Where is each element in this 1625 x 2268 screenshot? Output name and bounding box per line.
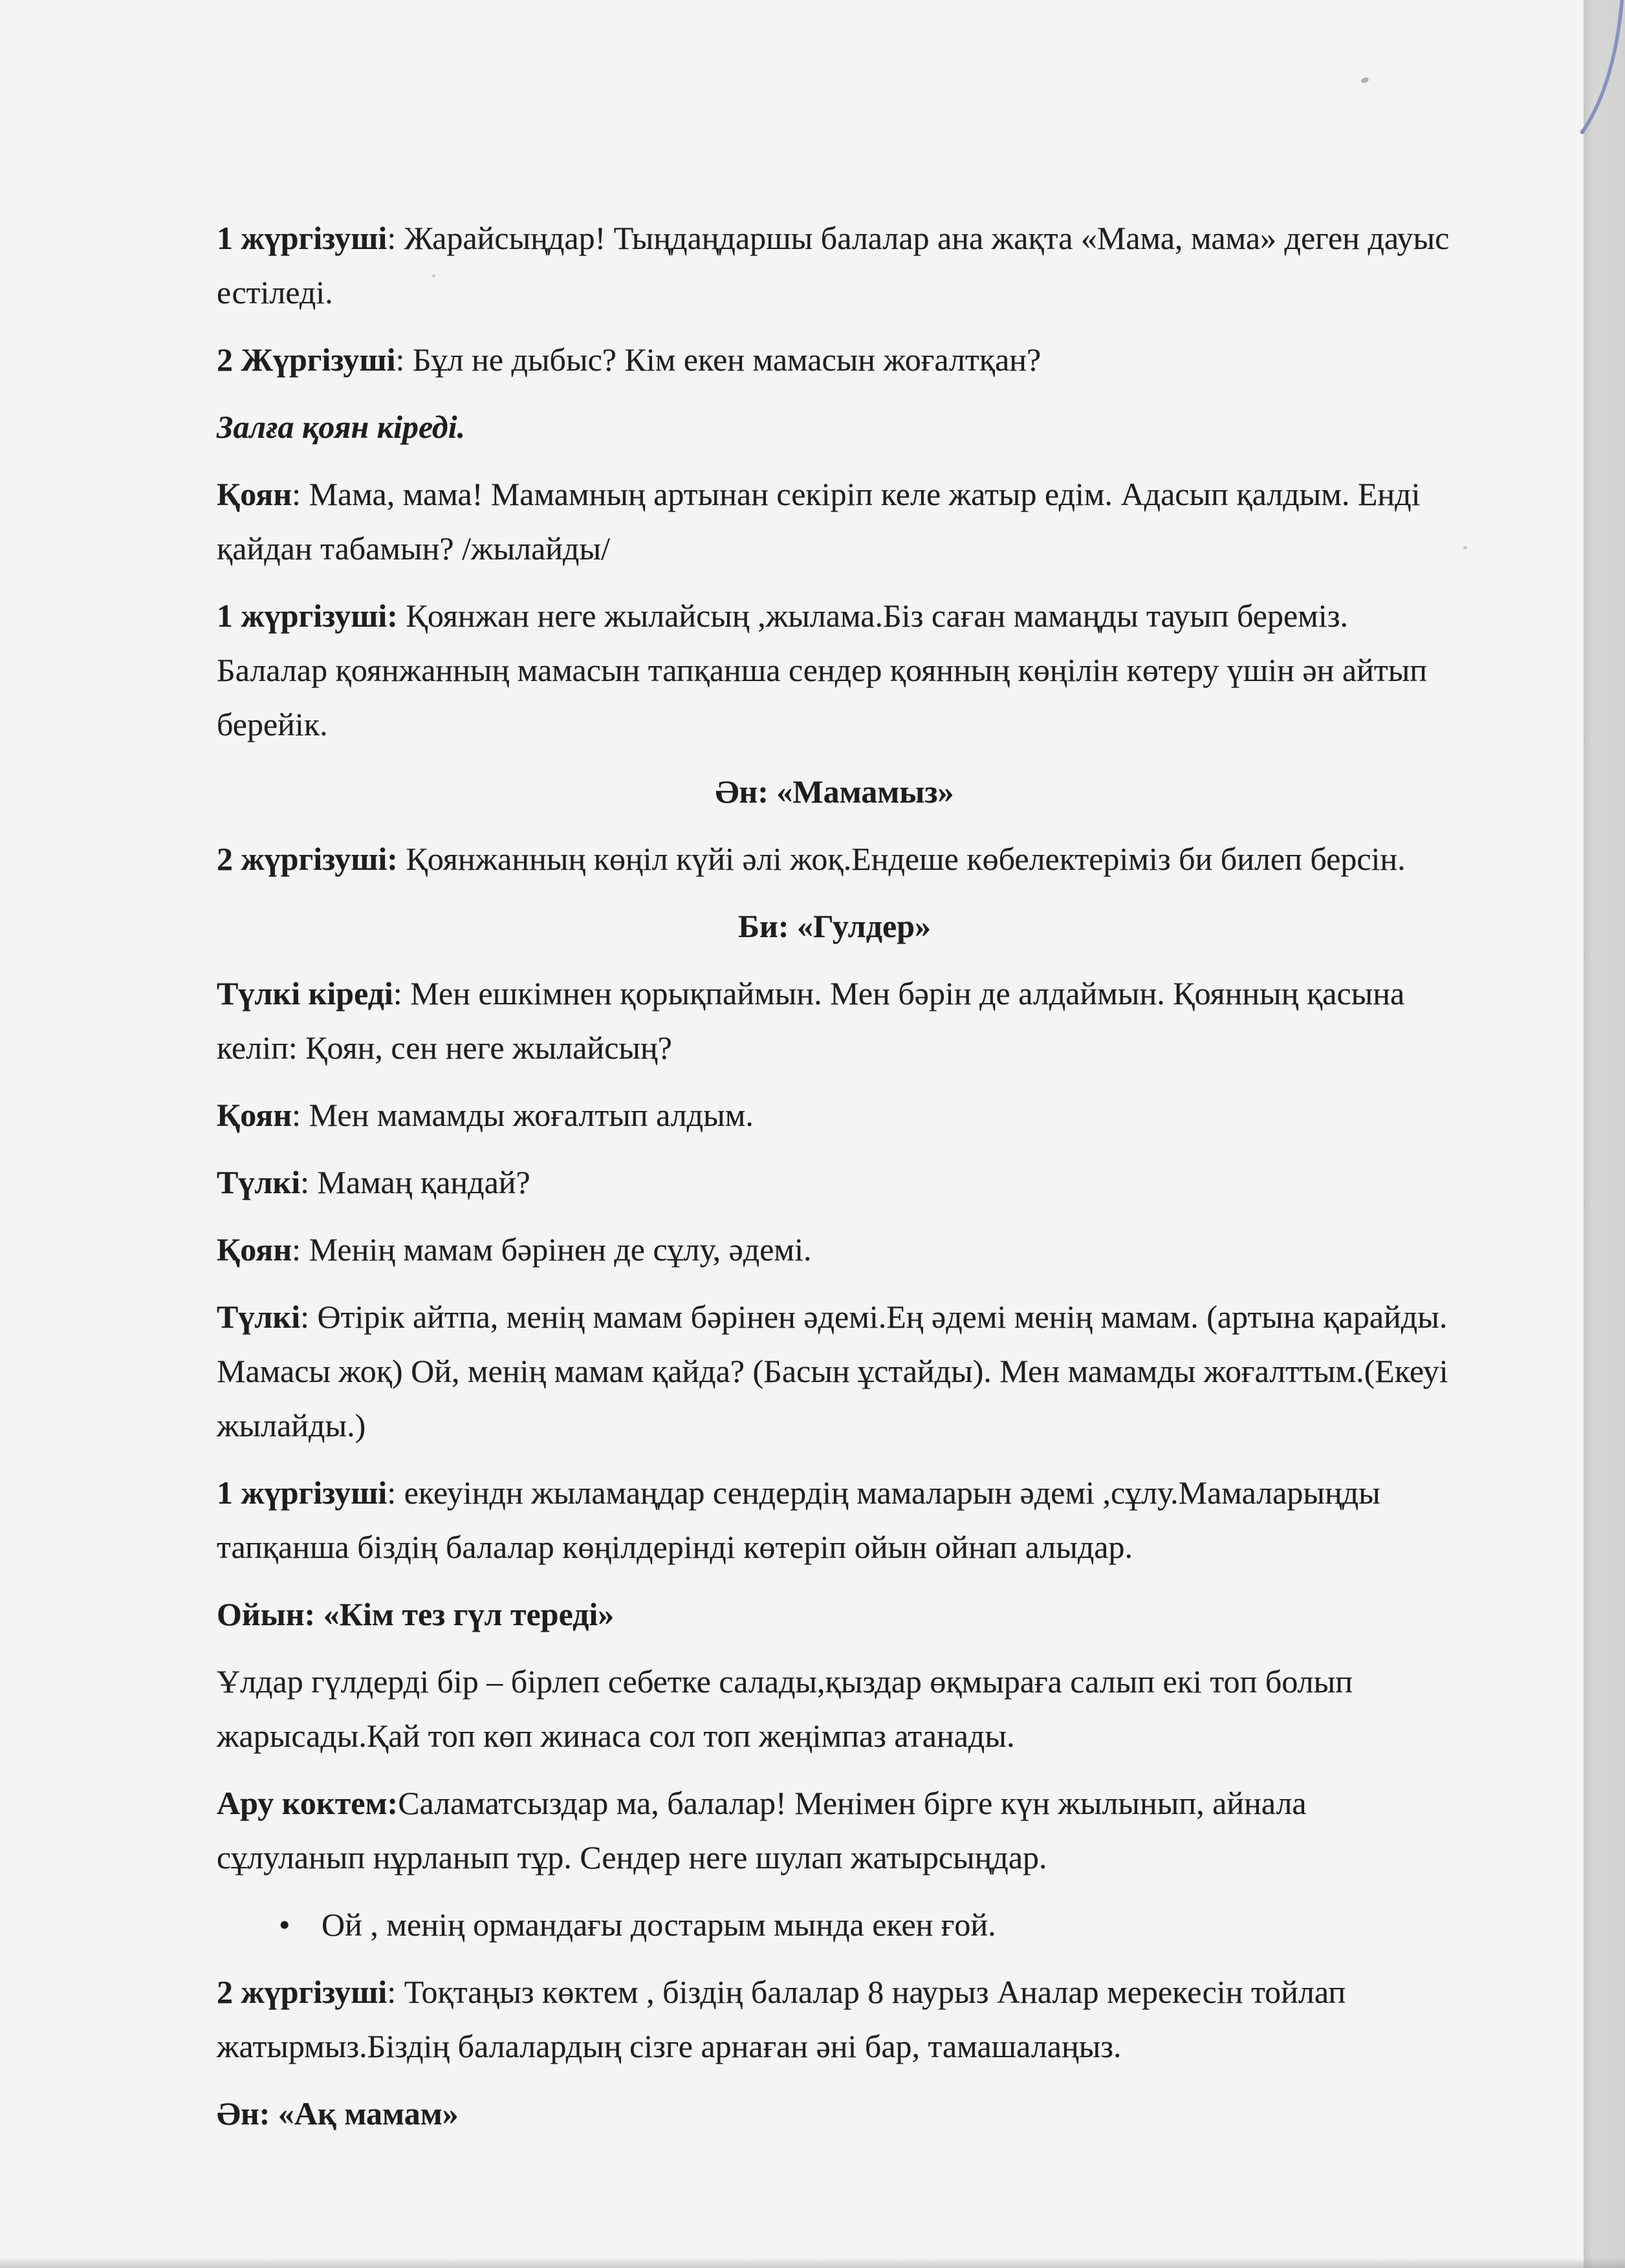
separator: : bbox=[387, 220, 404, 256]
script-paragraph bbox=[217, 966, 1452, 1075]
dialogue-text: Жарайсыңдар! Тыңдаңдаршы балалар ана жақта «Мама, мама» деген дауыс естіледі. bbox=[217, 220, 1450, 310]
speaker-name: 2 жүргізуші bbox=[217, 1974, 387, 2010]
separator: : bbox=[292, 1097, 309, 1133]
song-title-heading bbox=[217, 899, 1452, 953]
speaker-name: Қоян bbox=[217, 1231, 292, 1268]
speaker-name: Түлкі кіреді bbox=[217, 975, 393, 1011]
page-edge-shadow bbox=[1584, 0, 1625, 2268]
script-paragraph bbox=[217, 1155, 1452, 1209]
speaker-name: 1 жүргізуші: bbox=[217, 598, 398, 634]
separator: : bbox=[395, 341, 413, 378]
dialogue-text: екеуіндн жыламаңдар сендердің мамаларын әдемі ,сұлу.Мамаларыңды тапқанша біздің балалар көңілдерінді көтеріп ойын ойнап алыдар. bbox=[217, 1474, 1380, 1565]
script-paragraph bbox=[217, 1088, 1452, 1142]
description-text: Ұлдар гүлдерді бір – бірлеп себетке салады,қыздар өқмыраға салып екі топ болып жарысады.Қай топ көп жинаса сол топ жеңімпаз атанады. bbox=[217, 1663, 1353, 1754]
document-body bbox=[217, 211, 1452, 2154]
separator: : bbox=[292, 476, 309, 512]
dialogue-text: Мен мамамды жоғалтып алдым. bbox=[309, 1097, 754, 1133]
script-paragraph bbox=[217, 589, 1452, 751]
script-paragraph bbox=[217, 1776, 1452, 1885]
script-paragraph bbox=[217, 1222, 1452, 1277]
speaker-name: Түлкі bbox=[217, 1299, 301, 1335]
section-heading bbox=[217, 2086, 1452, 2141]
dialogue-text: Саламатсыздар ма, балалар! Менімен бірге күн жылынып, айнала сұлуланып нұрланып тұр. Сендер неге шулап жатырсыңдар. bbox=[217, 1785, 1307, 1875]
speaker-name: Қоян bbox=[217, 1097, 292, 1133]
dialogue-text: Мама, мама! Мамамның артынан секіріп келе жатыр едім. Адасып қалдым. Енді қайдан табамын? /жылайды/ bbox=[217, 476, 1421, 567]
dialogue-text: Қоянжанның көңіл күйі әлі жоқ.Ендеше көбелектеріміз би билеп берсін. bbox=[406, 841, 1406, 877]
heading-text: Ойын: «Кім тез гүл тереді» bbox=[217, 1596, 615, 1632]
script-paragraph bbox=[217, 1290, 1452, 1453]
speaker-name: 2 жүргізуші: bbox=[217, 841, 398, 877]
bullet-icon: • bbox=[279, 1906, 290, 1943]
heading-text: Би: «Гулдер» bbox=[737, 908, 932, 944]
dialogue-text: Мамаң қандай? bbox=[317, 1164, 530, 1200]
separator bbox=[398, 841, 406, 877]
script-paragraph bbox=[217, 467, 1452, 576]
section-heading bbox=[217, 1587, 1452, 1641]
pen-mark-blot bbox=[1580, 130, 1585, 135]
script-paragraph bbox=[217, 332, 1452, 387]
stage-direction bbox=[217, 400, 1452, 454]
speaker-name: 1 жүргізуші bbox=[217, 220, 387, 256]
heading-text: Залға қоян кіреді. bbox=[217, 409, 466, 445]
dialogue-text: Мен ешкімнен қорықпаймын. Мен бәрін де алдаймын. Қоянның қасына келіп: Қоян, сен неге жылайсың? bbox=[217, 975, 1405, 1066]
separator: : bbox=[300, 1299, 318, 1335]
bullet-text: Ой , менің ормандағы достарым мында екен ғой. bbox=[322, 1906, 996, 1943]
script-paragraph bbox=[217, 1465, 1452, 1574]
dialogue-text: Қоянжан неге жылайсың ,жылама.Біз саған мамаңды тауып береміз. Балалар қоянжанның мамасын тапқанша сендер қоянның көңілін көтеру үшін ән айтып берейік. bbox=[217, 598, 1428, 742]
dialogue-text: Менің мамам бәрінен де сұлу, әдемі. bbox=[309, 1231, 812, 1268]
scan-speck bbox=[1463, 546, 1467, 550]
page-bottom-shadow bbox=[0, 2258, 1625, 2268]
script-paragraph bbox=[217, 832, 1452, 886]
speaker-name: 2 Жүргізуші bbox=[217, 341, 396, 378]
speaker-name: 1 жүргізуші bbox=[217, 1474, 387, 1511]
speaker-name: Қоян bbox=[217, 476, 292, 512]
separator: : bbox=[292, 1231, 309, 1268]
heading-text: Ән: «Мамамыз» bbox=[715, 773, 954, 810]
separator: : bbox=[393, 975, 411, 1011]
bullet-item bbox=[217, 1897, 1452, 1952]
dialogue-text: Бұл не дыбыс? Кім екен мамасын жоғалтқан? bbox=[412, 341, 1042, 378]
separator: : bbox=[387, 1974, 404, 2010]
script-paragraph bbox=[217, 211, 1452, 319]
pen-mark-path bbox=[1582, 0, 1622, 132]
dialogue-text: Өтірік айтпа, менің мамам бәрінен әдемі.Ең әдемі менің мамам. (артына қарайды. Мамасы жоқ) Ой, менің мамам қайда? (Басын ұстайды). Мен мамамды жоғалттым.(Екеуі жылайды.) bbox=[217, 1299, 1448, 1443]
pen-mark bbox=[1567, 0, 1625, 142]
separator: : bbox=[387, 1474, 404, 1511]
separator bbox=[398, 598, 406, 634]
scan-speck bbox=[1360, 76, 1369, 84]
separator: : bbox=[300, 1164, 318, 1200]
description-paragraph bbox=[217, 1654, 1452, 1763]
speaker-name: Түлкі bbox=[217, 1164, 301, 1200]
script-paragraph bbox=[217, 1965, 1452, 2073]
dialogue-text: Тоқтаңыз көктем , біздің балалар 8 наурыз Аналар мерекесін тойлап жатырмыз.Біздің балалардың сізге арнаған әні бар, тамашалаңыз. bbox=[217, 1974, 1346, 2064]
song-title-heading bbox=[217, 764, 1452, 819]
speaker-name: Ару коктем: bbox=[217, 1785, 398, 1821]
heading-text: Ән: «Ақ мамам» bbox=[217, 2095, 459, 2132]
